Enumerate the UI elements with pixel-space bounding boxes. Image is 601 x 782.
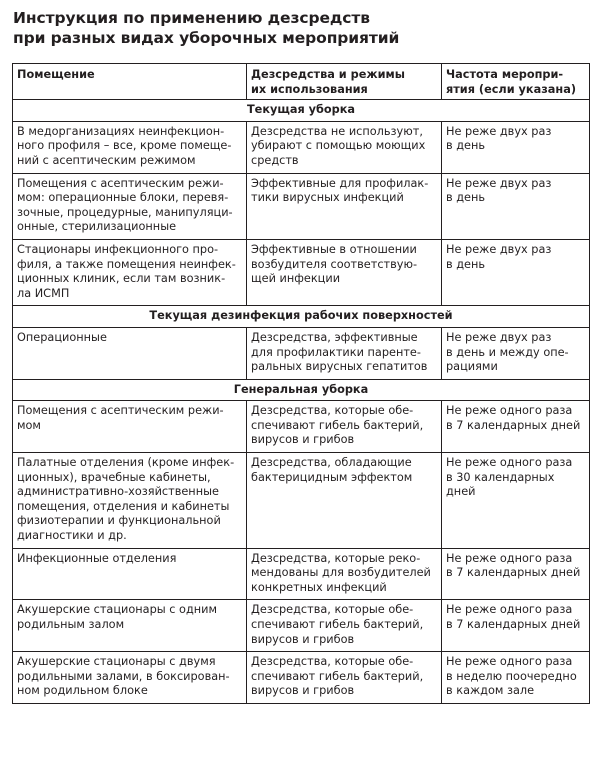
header-agents: Дезсредства и режимы их использования	[247, 64, 442, 100]
section-title: Генеральная уборка	[13, 379, 590, 401]
header-room: Помещение	[13, 64, 247, 100]
section-title: Текущая дезинфекция рабочих поверхностей	[13, 306, 590, 328]
table-row	[13, 173, 590, 239]
table-row	[13, 239, 590, 305]
table-row	[13, 652, 590, 704]
cell-frequency: Не реже двух раз в день	[442, 239, 590, 305]
cell-frequency: Не реже двух раз в день	[442, 173, 590, 239]
cell-agents: Эффективные для профилак- тики вирусных инфекций	[247, 173, 442, 239]
table-row	[13, 121, 590, 173]
cell-agents: Дезсредства, которые обе- спечивают гибель бактерий, вирусов и грибов	[247, 652, 442, 704]
cell-room: Палатные отделения (кроме инфек- ционных), врачебные кабинеты, административно-хозяйственные помещения, отделения и кабинеты физиотерапии и функциональной диагностики и др.	[13, 453, 247, 549]
title-line-2: при разных видах уборочных мероприятий	[13, 29, 400, 47]
section-row	[13, 100, 590, 122]
cell-room: Операционные	[13, 327, 247, 379]
cell-frequency: Не реже двух раз в день	[442, 121, 590, 173]
section-row	[13, 306, 590, 328]
cell-agents: Дезсредства, которые обе- спечивают гибель бактерий, вирусов и грибов	[247, 401, 442, 453]
section-title: Текущая уборка	[13, 100, 590, 122]
cell-frequency: Не реже одного раза в 7 календарных дней	[442, 401, 590, 453]
cell-frequency: Не реже двух раз в день и между опе- рациями	[442, 327, 590, 379]
cell-frequency: Не реже одного раза в 7 календарных дней	[442, 548, 590, 600]
header-frequency: Частота меропри- ятия (если указана)	[442, 64, 590, 100]
table-row	[13, 401, 590, 453]
cell-agents: Дезсредства, эффективные для профилактики парентe- ральных вирусных гепатитов	[247, 327, 442, 379]
cell-room: Инфекционные отделения	[13, 548, 247, 600]
cell-room: Стационары инфекционного про- филя, а также помещения неинфек- ционных клиник, если там возник- ла ИСМП	[13, 239, 247, 305]
table-row	[13, 548, 590, 600]
cell-frequency: Не реже одного раза в 7 календарных дней	[442, 600, 590, 652]
cell-room: В медорганизациях неинфекцион- ного профиля – все, кроме помеще- ний с асептическим режимом	[13, 121, 247, 173]
section-row	[13, 379, 590, 401]
cell-agents: Дезсредства, которые обе- спечивают гибель бактерий, вирусов и грибов	[247, 600, 442, 652]
cell-agents: Эффективные в отношении возбудителя соответствую- щей инфекции	[247, 239, 442, 305]
cell-frequency: Не реже одного раза в неделю поочередно в каждом зале	[442, 652, 590, 704]
document-title	[13, 8, 589, 48]
cell-room: Помещения с асептическим режи- мом	[13, 401, 247, 453]
disinfectant-table	[12, 63, 590, 704]
cell-agents: Дезсредства, которые реко- мендованы для возбудителей конкретных инфекций	[247, 548, 442, 600]
cell-room: Акушерские стационары с одним родильным залом	[13, 600, 247, 652]
table-row	[13, 327, 590, 379]
header-row	[13, 64, 590, 100]
table-row	[13, 453, 590, 549]
title-line-1: Инструкция по применению дезсредств	[13, 9, 370, 27]
cell-room: Акушерские стационары с двумя родильными залами, в боксирован- ном родильном блоке	[13, 652, 247, 704]
cell-room: Помещения с асептическим режи- мом: операционные блоки, перевя- зочные, процедурные, манипуляци- онные, стерилизационные	[13, 173, 247, 239]
cell-frequency: Не реже одного раза в 30 календарных дней	[442, 453, 590, 549]
cell-agents: Дезсредства, обладающие бактерицидным эффектом	[247, 453, 442, 549]
cell-agents: Дезсредства не используют, убирают с помощью моющих средств	[247, 121, 442, 173]
table-row	[13, 600, 590, 652]
